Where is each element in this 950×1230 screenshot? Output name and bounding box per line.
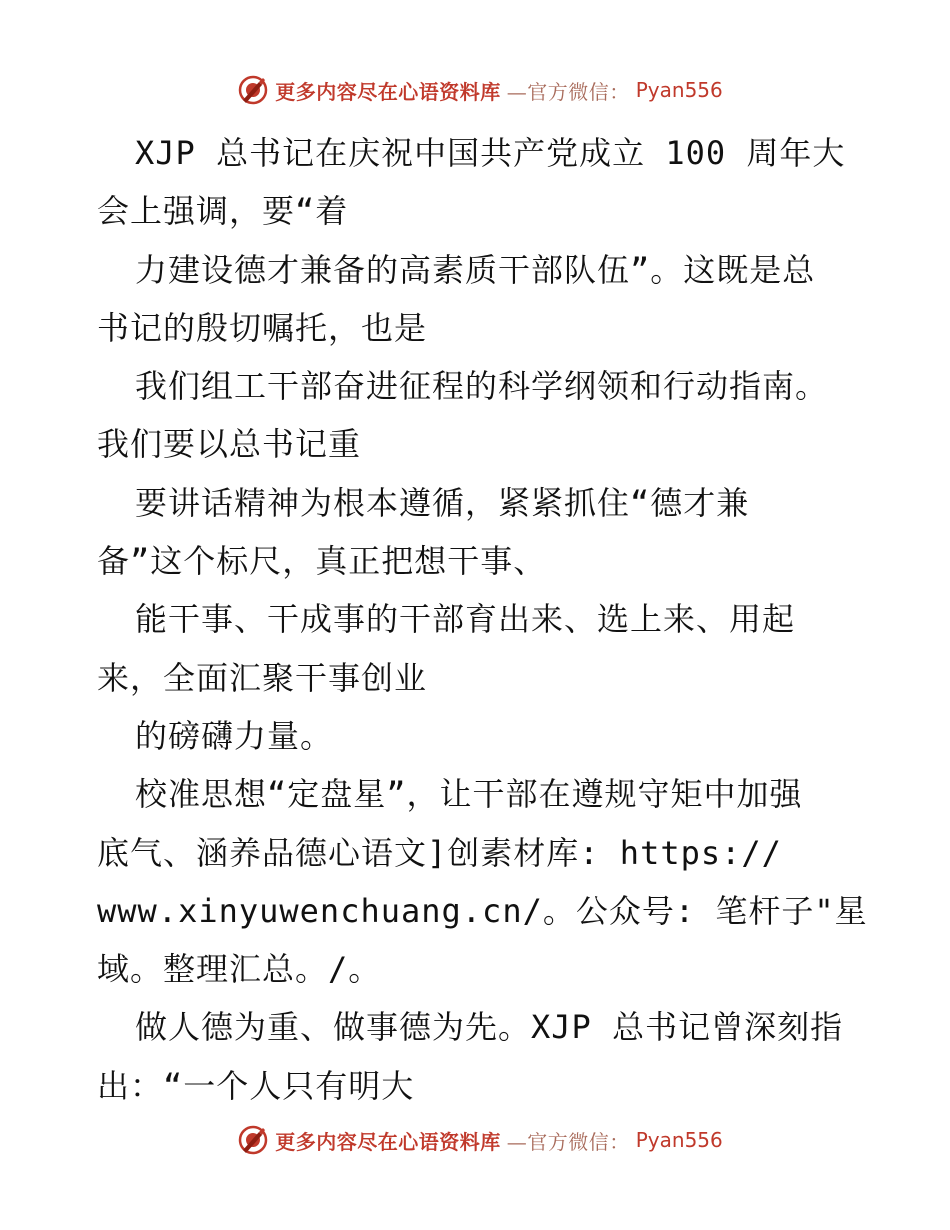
header-banner-inner — [237, 74, 723, 106]
footer-banner-inner — [237, 1124, 723, 1156]
body-line: 要讲话精神为根本遵循，紧紧抓住“德才兼 — [135, 483, 750, 522]
footer-watermark-banner — [0, 1120, 950, 1160]
header-watermark-banner — [0, 70, 950, 110]
body-line: 出：“一个人只有明大 — [97, 1066, 415, 1105]
header-separator-text: —官方微信： — [506, 79, 630, 104]
footer-site-text: 更多内容尽在心语资料库 — [275, 1129, 501, 1154]
header-wechat-id: Pyan556 — [635, 78, 723, 102]
body-line: 域。整理汇总。/。 — [97, 950, 382, 989]
footer-wechat-id: Pyan556 — [635, 1128, 723, 1152]
pen-logo-icon — [237, 1124, 269, 1156]
body-line: 底气、涵养品德心语文]创素材库: https:// — [97, 833, 782, 872]
body-line: XJP 总书记在庆祝中国共产党成立 100 周年大 — [135, 134, 846, 172]
body-line: 备”这个标尺，真正把想干事、 — [97, 542, 547, 581]
body-line: www.xinyuwenchuang.cn/。公众号: 笔杆子"星 — [97, 891, 868, 930]
document-body — [97, 124, 868, 1115]
body-line: 校准思想“定盘星”，让干部在遵规守矩中加强 — [135, 775, 803, 814]
body-line: 能干事、干成事的干部育出来、选上来、用起 — [135, 600, 796, 639]
body-line: 我们要以总书记重 — [97, 425, 362, 464]
footer-separator-text: —官方微信： — [506, 1129, 630, 1154]
body-line: 会上强调，要“着 — [97, 192, 349, 231]
body-line: 书记的殷切嘱托，也是 — [97, 308, 428, 347]
body-line: 来，全面汇聚干事创业 — [97, 658, 428, 697]
pen-logo-icon — [237, 74, 269, 106]
header-site-text: 更多内容尽在心语资料库 — [275, 79, 501, 104]
body-line: 力建设德才兼备的高素质干部队伍”。这既是总 — [135, 250, 816, 289]
body-line: 做人德为重、做事德为先。XJP 总书记曾深刻指 — [135, 1008, 844, 1047]
body-line: 我们组工干部奋进征程的科学纲领和行动指南。 — [135, 367, 829, 406]
body-line: 的磅礴力量。 — [135, 716, 334, 755]
